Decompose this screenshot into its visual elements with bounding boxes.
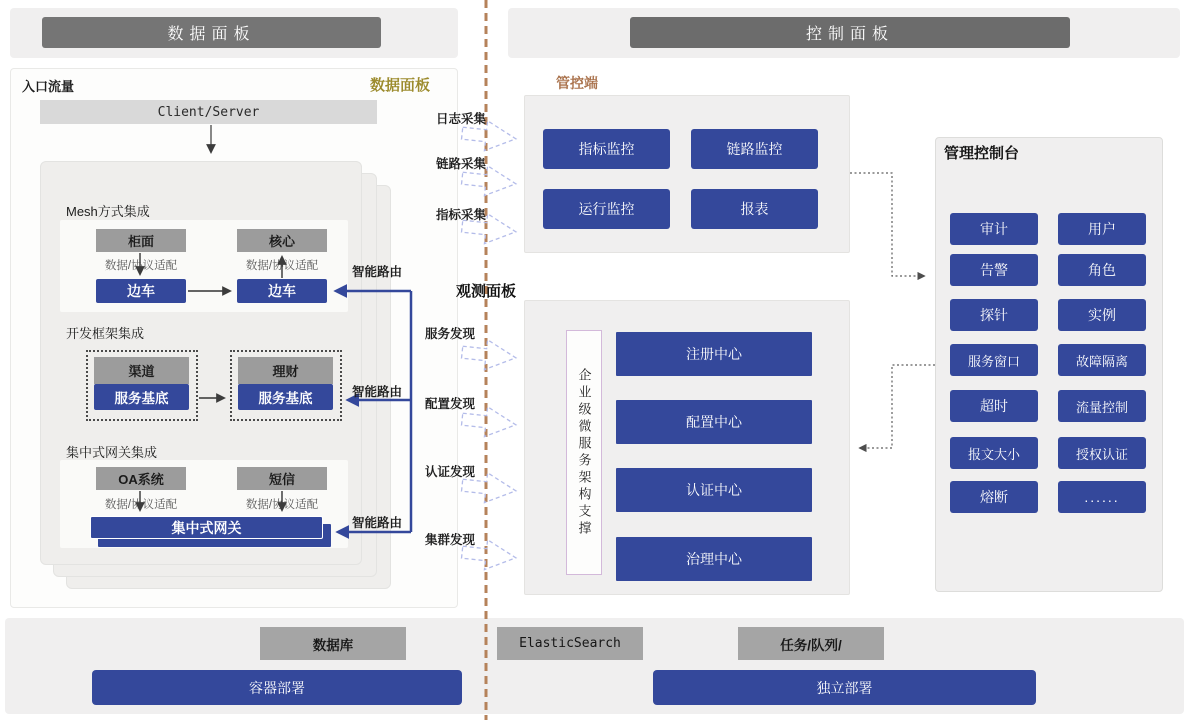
console-to-observe-connector: [860, 365, 935, 448]
monitor-box: [524, 95, 850, 253]
mesh-right-sidecar-box: 边车: [237, 279, 327, 303]
mesh-left-sidecar-box: 边车: [96, 279, 186, 303]
deploy-container-bar: 容器部署: [92, 670, 462, 705]
smart-route-label-mesh: 智能路由: [352, 265, 403, 279]
gateway-right-app-box: 短信: [237, 467, 327, 490]
dashed-flow-arrows: [461, 118, 518, 572]
center-registry: 注册中心: [616, 332, 812, 376]
store-database-bar: 数据库: [260, 627, 406, 660]
monitor-btn-trace: 链路监控: [691, 129, 818, 169]
gateway-left-adapter-label: 数据/协议适配: [104, 499, 178, 511]
console-btn-more: ......: [1058, 481, 1146, 513]
observe-panel-title: 观测面板: [456, 283, 517, 300]
entry-traffic-label: 入口流量: [22, 79, 75, 94]
console-btn-flow-control: 流量控制: [1058, 390, 1146, 422]
framework-right-base-box: 服务基底: [238, 384, 333, 410]
console-btn-timeout: 超时: [950, 390, 1038, 422]
console-btn-audit: 审计: [950, 213, 1038, 245]
store-elasticsearch-bar: ElasticSearch: [497, 627, 643, 660]
discover-label-auth: 认证发现: [425, 465, 476, 479]
monitor-btn-metrics: 指标监控: [543, 129, 670, 169]
console-btn-probe: 探针: [950, 299, 1038, 331]
console-btn-role: 角色: [1058, 254, 1146, 286]
mesh-left-app-box: 柜面: [96, 229, 186, 252]
monitor-to-console-connector: [850, 173, 924, 276]
collect-label-logs: 日志采集: [436, 112, 487, 126]
data-plane-tag: 数据面板: [370, 77, 431, 94]
console-btn-fault-isolation: 故障隔离: [1058, 344, 1146, 376]
discover-label-cluster: 集群发现: [425, 533, 476, 547]
support-vertical-box: 企业级微服务架构支撑: [566, 330, 602, 575]
console-btn-instance: 实例: [1058, 299, 1146, 331]
console-btn-circuit-break: 熔断: [950, 481, 1038, 513]
smart-route-label-framework: 智能路由: [352, 385, 403, 399]
gateway-left-app-box: OA系统: [96, 467, 186, 490]
center-config: 配置中心: [616, 400, 812, 444]
collect-label-metrics: 指标采集: [436, 208, 487, 222]
mgmt-side-tag: 管控端: [556, 75, 598, 91]
gateway-right-adapter-label: 数据/协议适配: [245, 499, 319, 511]
mesh-section-title: Mesh方式集成: [66, 204, 150, 219]
console-btn-user: 用户: [1058, 213, 1146, 245]
mesh-right-app-box: 核心: [237, 229, 327, 252]
console-btn-alert: 告警: [950, 254, 1038, 286]
console-btn-auth-cert: 授权认证: [1058, 437, 1146, 469]
framework-right-app-box: 理财: [238, 357, 333, 384]
mesh-right-adapter-label: 数据/协议适配: [245, 260, 319, 272]
console-btn-msg-size: 报文大小: [950, 437, 1038, 469]
console-btn-service-window: 服务窗口: [950, 344, 1038, 376]
flow-arrow-service: [461, 337, 518, 372]
client-server-bar: Client/Server: [40, 100, 377, 124]
center-governance: 治理中心: [616, 537, 812, 581]
monitor-btn-report: 报表: [691, 189, 818, 229]
console-title: 管理控制台: [944, 145, 1020, 162]
framework-left-app-box: 渠道: [94, 357, 189, 384]
collect-label-trace: 链路采集: [436, 157, 487, 171]
framework-left-base-box: 服务基底: [94, 384, 189, 410]
smart-route-label-gateway: 智能路由: [352, 516, 403, 530]
discover-label-service: 服务发现: [425, 327, 476, 341]
gateway-bar: 集中式网关: [90, 516, 323, 539]
data-panel-header: 数据面板: [42, 17, 381, 48]
center-auth: 认证中心: [616, 468, 812, 512]
mesh-left-adapter-label: 数据/协议适配: [104, 260, 178, 272]
monitor-btn-runtime: 运行监控: [543, 189, 670, 229]
gateway-section-title: 集中式网关集成: [66, 445, 158, 460]
deploy-standalone-bar: 独立部署: [653, 670, 1036, 705]
store-task-queue-bar: 任务/队列/: [738, 627, 884, 660]
discover-label-config: 配置发现: [425, 397, 476, 411]
control-panel-header: 控制面板: [630, 17, 1070, 48]
framework-section-title: 开发框架集成: [66, 326, 145, 341]
